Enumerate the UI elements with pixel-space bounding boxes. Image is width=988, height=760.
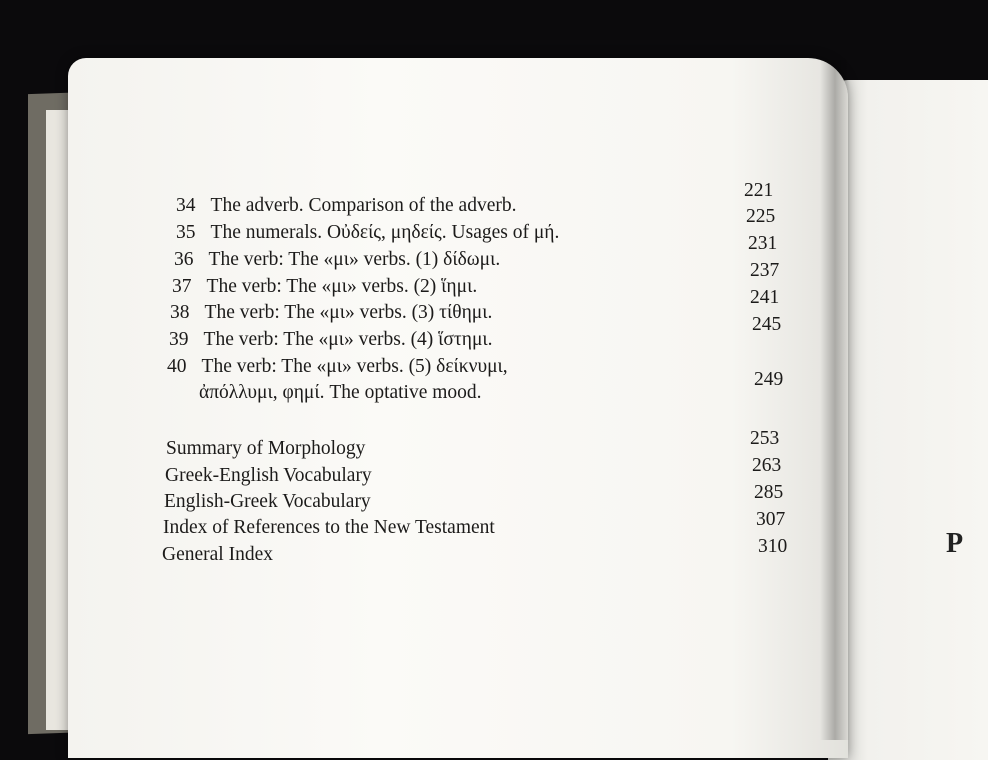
toc-entry-38 <box>170 302 492 324</box>
toc-entry-page: 263 <box>752 455 782 476</box>
toc-entry-title: The verb: The «μι» verbs. (5) δείκνυμι, <box>201 356 508 377</box>
toc-entry-title: The numerals. Οὐδείς, μηδείς. Usages of μή. <box>210 222 560 243</box>
toc-entry-title: English-Greek Vocabulary <box>164 491 371 512</box>
toc-entry-page: 307 <box>756 509 786 530</box>
toc-entry-page: 310 <box>758 536 788 557</box>
toc-appendix-general-index <box>162 544 273 566</box>
toc-entry-page: 249 <box>754 369 784 390</box>
toc-entry-number: 35 <box>176 222 196 243</box>
toc-entry-title: The verb: The «μι» verbs. (4) ἵστημι. <box>203 329 493 350</box>
toc-entry-page: 241 <box>750 287 780 308</box>
toc-entry-title: General Index <box>162 544 273 565</box>
toc-entry-title: Summary of Morphology <box>166 438 366 459</box>
toc-entry-page: 225 <box>746 206 776 227</box>
toc-entry-34 <box>176 195 516 217</box>
toc-entry-page: 237 <box>750 260 780 281</box>
toc-entry-number: 40 <box>167 356 187 377</box>
toc-appendix-english-greek <box>164 491 371 513</box>
toc-entry-title: Greek-English Vocabulary <box>165 465 372 486</box>
toc-appendix-summary <box>166 438 365 460</box>
toc-entry-40-continued <box>199 382 482 404</box>
toc-entry-35 <box>176 222 559 244</box>
toc-entry-36 <box>174 249 500 271</box>
toc-entry-number: 39 <box>169 329 189 350</box>
toc-entry-39 <box>169 329 493 351</box>
toc-entry-title: The verb: The «μι» verbs. (3) τίθημι. <box>204 302 493 323</box>
toc-entry-number: 38 <box>170 302 190 323</box>
toc-appendix-greek-english <box>165 465 372 487</box>
toc-entry-page: 221 <box>744 180 774 201</box>
toc-entry-title: ἀπόλλυμι, φημί. The optative mood. <box>199 382 482 403</box>
toc-entry-number: 36 <box>174 249 194 270</box>
toc-appendix-index-references <box>163 517 495 539</box>
toc-entry-37 <box>172 276 477 298</box>
toc-entry-page: 231 <box>748 233 778 254</box>
toc-entry-page: 285 <box>754 482 784 503</box>
toc-entry-title: The verb: The «μι» verbs. (2) ἵημι. <box>206 276 478 297</box>
toc-entry-title: The adverb. Comparison of the adverb. <box>210 195 517 216</box>
toc-entry-number: 34 <box>176 195 196 216</box>
toc-entry-title: The verb: The «μι» verbs. (1) δίδωμι. <box>208 249 501 270</box>
toc-entry-page: 253 <box>750 428 780 449</box>
toc-entry-page: 245 <box>752 314 782 335</box>
toc-entry-40 <box>167 356 508 378</box>
toc-entry-number: 37 <box>172 276 192 297</box>
toc-entry-title: Index of References to the New Testament <box>163 517 495 538</box>
right-page-heading-letter: P <box>946 528 964 559</box>
